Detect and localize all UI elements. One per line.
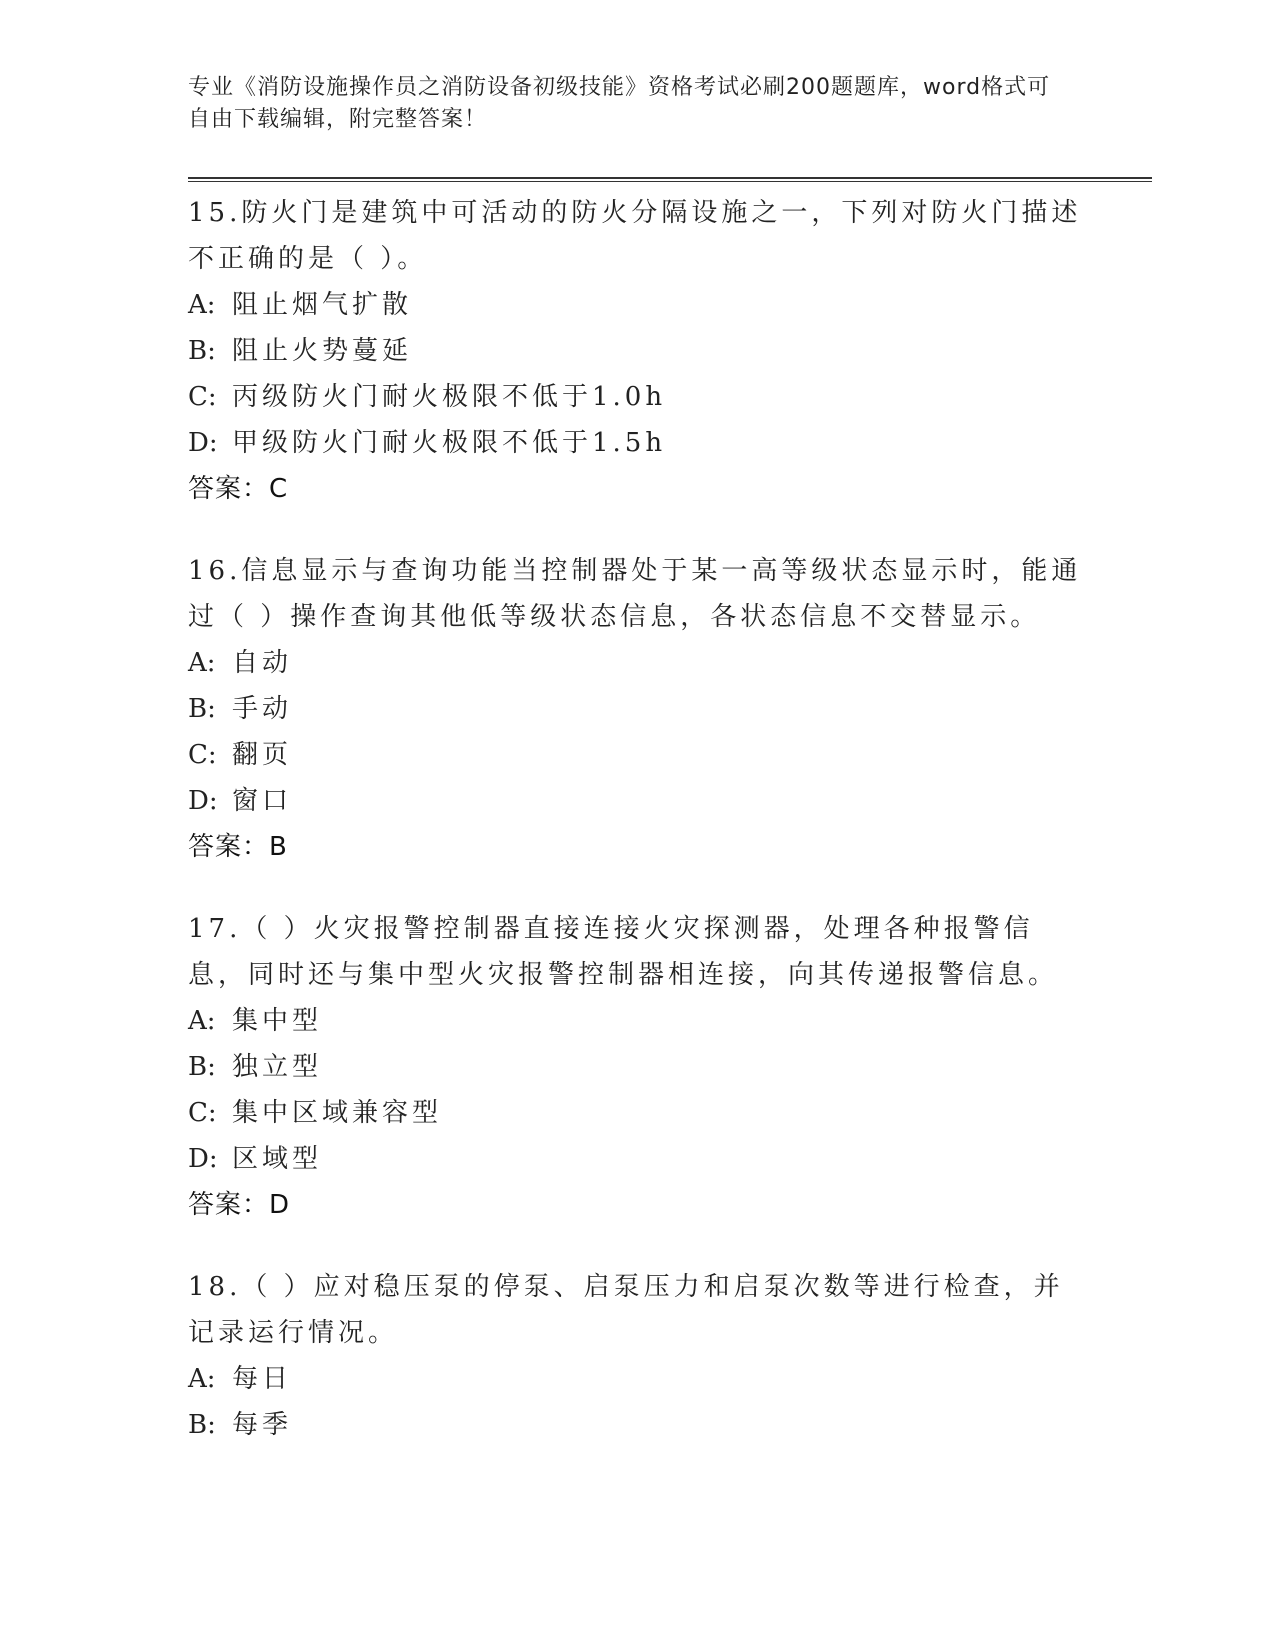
option-text: 集中型 (232, 1006, 323, 1036)
option-letter: D: (188, 428, 218, 458)
option-letter: D: (188, 1144, 218, 1174)
question-stem: 17.（ ）火灾报警控制器直接连接火灾探测器，处理各种报警信息，同时还与集中型火灾报警控制器相连接，向其传递报警信息。 (188, 914, 1059, 990)
option-text: 区域型 (232, 1144, 323, 1174)
document-header: 专业《消防设施操作员之消防设备初级技能》资格考试必刷200题题库，word格式可自由下载编辑，附完整答案！ (188, 75, 1051, 132)
option-d (188, 1136, 1088, 1182)
option-letter: A: (188, 290, 216, 320)
option-c (188, 732, 1088, 778)
option-letter: B: (188, 1410, 216, 1440)
option-b (188, 1044, 1088, 1090)
question-18 (188, 1264, 1088, 1448)
question-list (188, 190, 1088, 1484)
option-b (188, 1402, 1088, 1448)
option-letter: C: (188, 382, 217, 412)
option-text: 独立型 (232, 1052, 323, 1082)
option-letter: D: (188, 786, 218, 816)
option-b (188, 328, 1088, 374)
answer-line: 答案：D (188, 1190, 291, 1220)
question-stem: 16.信息显示与查询功能当控制器处于某一高等级状态显示时，能通过（ ）操作查询其他低等级状态信息，各状态信息不交替显示。 (188, 556, 1082, 632)
option-text: 丙级防火门耐火极限不低于1.0h (232, 382, 667, 412)
option-d (188, 778, 1088, 824)
option-letter: A: (188, 1364, 216, 1394)
option-letter: B: (188, 336, 216, 366)
option-letter: A: (188, 648, 216, 678)
option-letter: B: (188, 694, 216, 724)
option-text: 集中区域兼容型 (232, 1098, 443, 1128)
question-stem: 15.防火门是建筑中可活动的防火分隔设施之一，下列对防火门描述不正确的是（ ）。 (188, 198, 1082, 274)
option-text: 阻止火势蔓延 (232, 336, 413, 366)
header-divider-thin (188, 181, 1152, 182)
option-text: 手动 (232, 694, 293, 724)
question-16 (188, 548, 1088, 870)
option-text: 阻止烟气扩散 (232, 290, 413, 320)
option-letter: C: (188, 740, 217, 770)
option-letter: B: (188, 1052, 216, 1082)
question-17 (188, 906, 1088, 1228)
option-a (188, 282, 1088, 328)
option-text: 每日 (232, 1364, 293, 1394)
option-c (188, 374, 1088, 420)
question-stem: 18.（ ）应对稳压泵的停泵、启泵压力和启泵次数等进行检查，并记录运行情况。 (188, 1272, 1064, 1348)
answer-line: 答案：B (188, 832, 288, 862)
option-a (188, 640, 1088, 686)
option-text: 每季 (232, 1410, 293, 1440)
question-15 (188, 190, 1088, 512)
option-letter: C: (188, 1098, 217, 1128)
header-divider (188, 177, 1152, 179)
option-letter: A: (188, 1006, 216, 1036)
option-text: 甲级防火门耐火极限不低于1.5h (232, 428, 667, 458)
option-b (188, 686, 1088, 732)
option-d (188, 420, 1088, 466)
option-a (188, 998, 1088, 1044)
option-text: 自动 (232, 648, 293, 678)
option-c (188, 1090, 1088, 1136)
option-text: 窗口 (232, 786, 293, 816)
option-text: 翻页 (232, 740, 293, 770)
answer-line: 答案：C (188, 474, 289, 504)
option-a (188, 1356, 1088, 1402)
